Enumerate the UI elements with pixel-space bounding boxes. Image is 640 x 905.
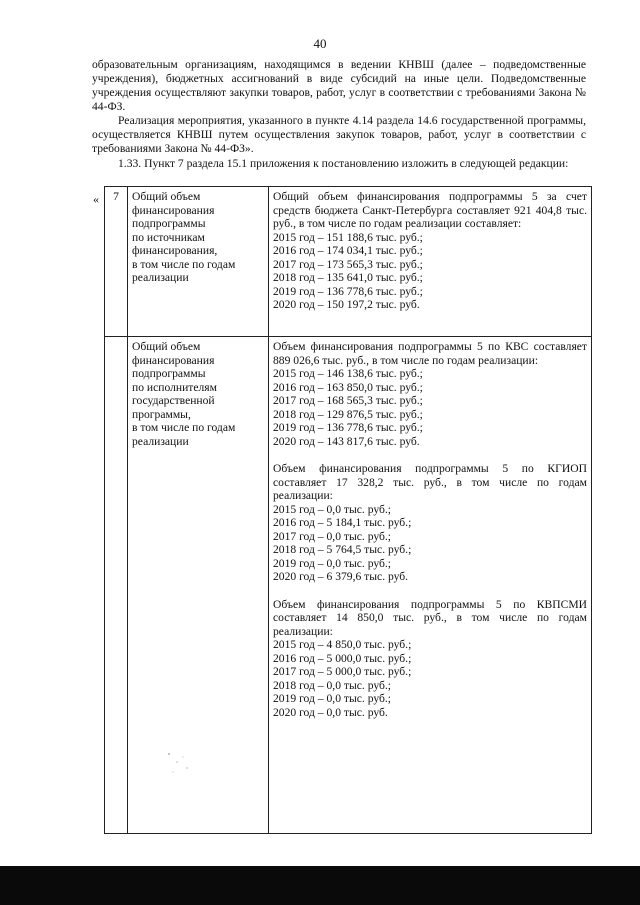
row-label xyxy=(128,337,269,834)
opening-quote-mark: « xyxy=(93,192,99,206)
value-intro: Объем финансирования подпрограммы 5 по КГИОП составляет 17 328,2 тыс. руб., в том числе по годам реализации: xyxy=(273,462,587,502)
year-line: 2020 год – 0,0 тыс. руб. xyxy=(273,705,388,719)
row-label xyxy=(128,187,269,337)
value-intro: Объем финансирования подпрограммы 5 по КВПСМИ составляет 14 850,0 тыс. руб., в том числе по годам реализации: xyxy=(273,597,587,638)
paragraph-amendment: 1.33. Пункт 7 раздела 15.1 приложения к постановлению изложить в следующей редакции: xyxy=(118,157,569,170)
row-number: 7 xyxy=(105,187,128,337)
year-line: 2016 год – 174 034,1 тыс. руб.; xyxy=(273,244,423,257)
label-line: Общий объем xyxy=(132,190,201,203)
paragraph-implementation: Реализация мероприятия, указанного в пункте 4.14 раздела 14.6 государственной программы, осуществляется КНВШ путем осуществления закупок товаров, работ, услуг в соответствии с требованиями Закона № 44-ФЗ». xyxy=(92,114,586,155)
label-line: финансирования xyxy=(132,353,215,367)
scan-noise-specks xyxy=(165,748,195,778)
year-line: 2016 год – 5 000,0 тыс. руб.; xyxy=(273,651,412,665)
executor-block-kvs xyxy=(273,340,587,448)
executor-block-kgiop xyxy=(273,462,587,584)
value-intro: Общий объем финансирования подпрограммы 5 за счет средств бюджета Санкт-Петербурга составляет 921 404,8 тыс. руб., в том числе по годам реализации составляет: xyxy=(273,190,587,230)
year-line: 2019 год – 136 778,6 тыс. руб.; xyxy=(273,421,423,434)
label-line: подпрограммы xyxy=(132,367,206,380)
year-line: 2019 год – 0,0 тыс. руб.; xyxy=(273,692,392,705)
year-line: 2020 год – 6 379,6 тыс. руб. xyxy=(273,570,409,583)
executor-block-kvpsmi xyxy=(273,598,587,720)
year-line: 2015 год – 4 850,0 тыс. руб.; xyxy=(273,638,412,651)
year-line: 2017 год – 168 565,3 тыс. руб.; xyxy=(273,394,423,407)
table-row xyxy=(105,187,592,337)
year-line: 2020 год – 150 197,2 тыс. руб. xyxy=(273,298,420,311)
label-line: подпрограммы xyxy=(132,217,206,230)
financing-table xyxy=(104,186,592,834)
year-line: 2015 год – 0,0 тыс. руб.; xyxy=(273,502,392,516)
year-line: 2015 год – 146 138,6 тыс. руб.; xyxy=(273,367,423,380)
label-line: по исполнителям xyxy=(132,380,217,394)
value-intro: Объем финансирования подпрограммы 5 по КВС составляет 889 026,6 тыс. руб., в том числе по годам реализации: xyxy=(273,340,587,367)
year-line: 2018 год – 135 641,0 тыс. руб.; xyxy=(273,271,423,284)
year-line: 2017 год – 5 000,0 тыс. руб.; xyxy=(273,665,412,678)
year-line: 2020 год – 143 817,6 тыс. руб. xyxy=(273,434,420,448)
year-line: 2017 год – 173 565,3 тыс. руб.; xyxy=(273,257,423,271)
year-line: 2018 год – 5 764,5 тыс. руб.; xyxy=(273,543,412,556)
row-value xyxy=(269,337,592,834)
label-line: реализации xyxy=(132,271,189,284)
label-line: государственной xyxy=(132,394,215,407)
page-number: 40 xyxy=(313,36,327,51)
year-line: 2019 год – 136 778,6 тыс. руб.; xyxy=(273,284,423,298)
year-line: 2016 год – 163 850,0 тыс. руб.; xyxy=(273,380,423,394)
paragraph-continuation: образовательным организациям, находящимся в ведении КНВШ (далее – подведомственные учреждения), бюджетных ассигнований в виде субсидий на иные цели. Подведомственные учреждения осуществляют закупки товаров, работ, услуг в соответствии с требованиями Закона № 44-ФЗ. xyxy=(92,58,586,113)
label-line: Общий объем xyxy=(132,340,201,353)
year-line: 2017 год – 0,0 тыс. руб.; xyxy=(273,529,392,543)
row-value xyxy=(269,187,592,337)
label-line: финансирования xyxy=(132,203,215,217)
label-line: в том числе по годам xyxy=(132,421,236,434)
label-line: в том числе по годам xyxy=(132,257,236,271)
year-line: 2018 год – 0,0 тыс. руб.; xyxy=(273,678,392,692)
year-line: 2018 год – 129 876,5 тыс. руб.; xyxy=(273,407,423,421)
scan-bottom-border xyxy=(0,866,640,905)
label-line: финансирования, xyxy=(132,244,218,257)
label-line: реализации xyxy=(132,434,189,448)
label-line: программы, xyxy=(132,407,191,421)
year-line: 2019 год – 0,0 тыс. руб.; xyxy=(273,556,392,570)
row-number xyxy=(105,337,128,834)
year-line: 2016 год – 5 184,1 тыс. руб.; xyxy=(273,516,412,529)
label-line: по источникам xyxy=(132,230,205,244)
year-line: 2015 год – 151 188,6 тыс. руб.; xyxy=(273,230,423,244)
